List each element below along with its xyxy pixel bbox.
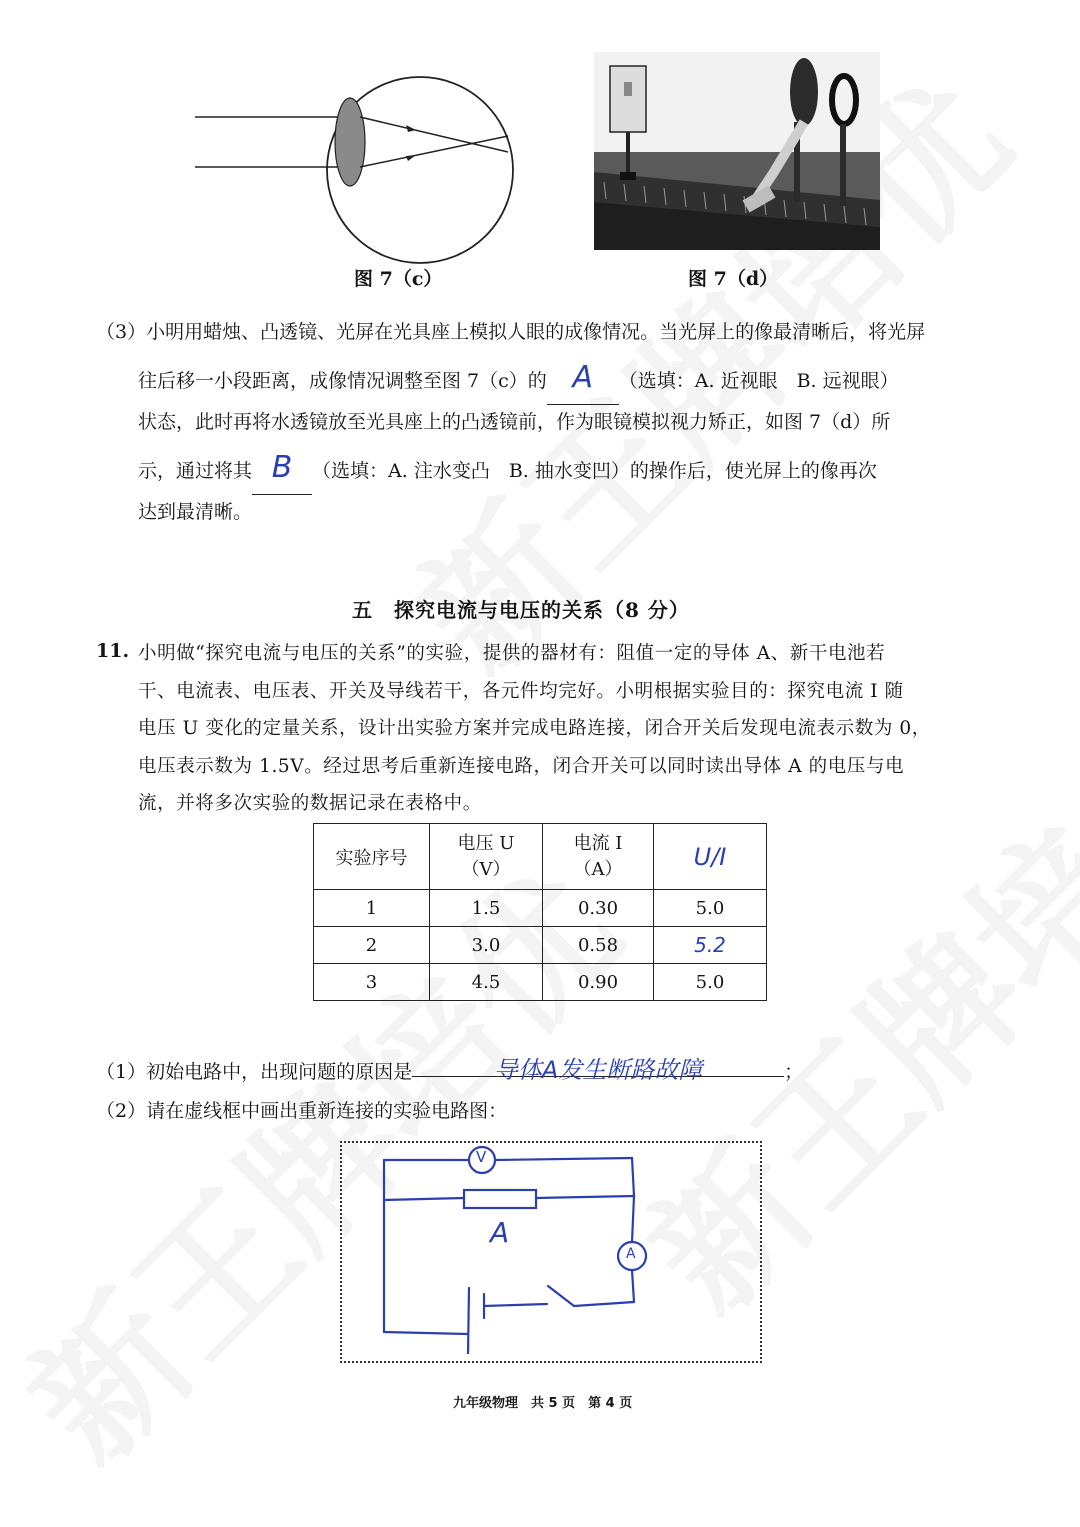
header-current-unit: （A）	[573, 858, 623, 880]
question-3-line-4	[138, 445, 984, 490]
data-table	[313, 823, 767, 1001]
subquestion-2: （2）请在虚线框中画出重新连接的实验电路图：	[96, 1100, 508, 1122]
cell-ratio: 5.0	[654, 964, 767, 1001]
subquestion-1	[96, 1050, 803, 1084]
question-3-line-3: 状态，此时再将水透镜放至光具座上的凸透镜前，作为眼镜模拟视力矫正，如图 7（d）所	[138, 411, 891, 433]
question-11-line: 干、电流表、电压表、开关及导线若干，各元件均完好。小明根据实验目的：探究电流 I 随	[138, 680, 904, 702]
table-row	[314, 890, 767, 927]
cell-current: 0.90	[543, 964, 654, 1001]
cell-voltage: 3.0	[430, 927, 543, 964]
eye-diagram	[190, 70, 530, 270]
question-3-line-2	[138, 355, 984, 400]
question-11-line: 小明做“探究电流与电压的关系”的实验，提供的器材有：阻值一定的导体 A、新干电池若	[138, 643, 886, 664]
cell-current: 0.58	[543, 927, 654, 964]
cell-voltage: 4.5	[430, 964, 543, 1001]
figure-7c-caption: 图 7（c）	[354, 268, 443, 290]
optical-bench-photo	[594, 52, 880, 250]
figure-7d-caption: 图 7（d）	[688, 268, 779, 290]
section-title: 五 探究电流与电压的关系（8 分）	[352, 598, 690, 622]
header-voltage	[430, 824, 543, 890]
cell-trial-no: 2	[314, 927, 430, 964]
answer-blank-1	[547, 355, 619, 405]
header-voltage-label: 电压 U	[457, 832, 515, 854]
question-3-line-5: 达到最清晰。	[138, 501, 253, 523]
header-voltage-unit: （V）	[461, 858, 511, 880]
cell-current: 0.30	[543, 890, 654, 927]
handwritten-header: U/I	[693, 842, 727, 871]
subquestion-1-end: ；	[784, 1061, 804, 1083]
voltmeter-label: V	[476, 1148, 487, 1166]
table-row	[314, 927, 767, 964]
question-11-body	[138, 635, 984, 823]
question-3-text: 示，通过将其	[138, 460, 253, 482]
answer-blank-3	[412, 1050, 784, 1084]
question-11-line: 电压表示数为 1.5V。经过思考后重新连接电路，闭合开关可以同时读出导体 A 的电压与电	[138, 755, 905, 777]
question-3-options: （选填：A. 近视眼 B. 远视眼）	[618, 370, 899, 392]
header-trial-no: 实验序号	[314, 824, 430, 890]
question-3-options: （选填：A. 注水变凸 B. 抽水变凹）的操作后，使光屏上的像再次	[312, 460, 877, 482]
circuit-sketch	[372, 1144, 652, 1354]
page-footer: 九年级物理 共 5 页 第 4 页	[453, 1396, 633, 1411]
question-3-text: 往后移一小段距离，成像情况调整至图 7（c）的	[138, 370, 547, 392]
table-row	[314, 964, 767, 1001]
question-11-line: 电压 U 变化的定量关系，设计出实验方案并完成电路连接，闭合开关后发现电流表示数为 0，	[138, 718, 931, 739]
cell-trial-no: 1	[314, 890, 430, 927]
question-3-body	[138, 355, 984, 535]
table-header-row	[314, 824, 767, 890]
handwritten-ratio: 5.2	[694, 933, 726, 957]
question-11-line: 流，并将多次实验的数据记录在表格中。	[138, 793, 482, 814]
cell-trial-no: 3	[314, 964, 430, 1001]
subquestion-1-text: （1）初始电路中，出现问题的原因是	[96, 1061, 413, 1083]
cell-ratio	[654, 927, 767, 964]
cell-voltage: 1.5	[430, 890, 543, 927]
answer-blank-2	[252, 445, 312, 495]
question-3-line-1: （3）小明用蜡烛、凸透镜、光屏在光具座上模拟人眼的成像情况。当光屏上的像最清晰后，将光屏	[96, 321, 926, 343]
header-ratio	[654, 824, 767, 890]
cell-ratio: 5.0	[654, 890, 767, 927]
handwritten-answer-1: A	[572, 360, 594, 395]
handwritten-answer-3: 导体A发生断路故障	[493, 1056, 703, 1084]
header-current-label: 电流 I	[573, 832, 623, 854]
question-number: 11.	[96, 640, 130, 662]
ammeter-label: A	[626, 1246, 636, 1262]
header-current	[543, 824, 654, 890]
handwritten-answer-2: B	[271, 450, 293, 485]
resistor-label: A	[490, 1216, 510, 1249]
